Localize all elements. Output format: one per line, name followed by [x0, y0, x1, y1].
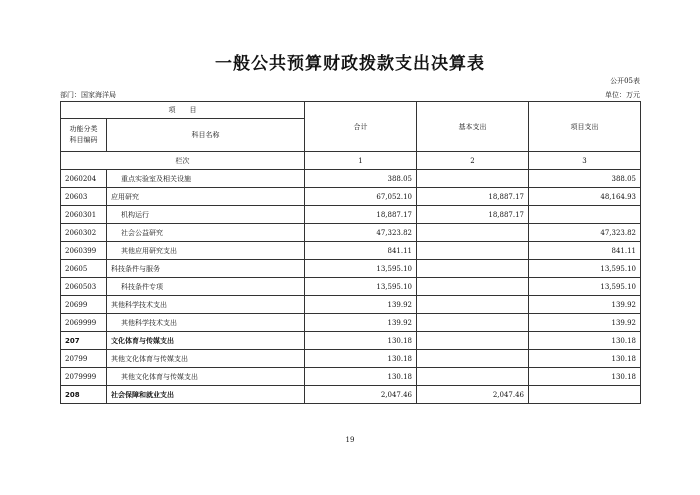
row-total: 130.18 — [305, 350, 417, 368]
row-basic: 18,887.17 — [417, 206, 529, 224]
row-total: 67,052.10 — [305, 188, 417, 206]
table-row — [61, 350, 641, 368]
row-name: 社会保障和就业支出 — [107, 386, 305, 404]
row-basic — [417, 314, 529, 332]
row-name: 其他应用研究支出 — [107, 242, 305, 260]
table-row — [61, 188, 641, 206]
row-basic — [417, 260, 529, 278]
row-project — [529, 386, 641, 404]
header-basic: 基本支出 — [417, 102, 529, 152]
table-row — [61, 296, 641, 314]
unit-label: 单位：万元 — [605, 91, 640, 99]
row-project: 48,164.93 — [529, 188, 641, 206]
row-basic — [417, 224, 529, 242]
header-col-2: 2 — [417, 152, 529, 170]
row-project: 47,323.82 — [529, 224, 641, 242]
row-name: 社会公益研究 — [107, 224, 305, 242]
row-code: 207 — [61, 332, 107, 350]
row-total: 2,047.46 — [305, 386, 417, 404]
row-basic — [417, 368, 529, 386]
header-project: 项目支出 — [529, 102, 641, 152]
row-basic: 18,887.17 — [417, 188, 529, 206]
header-col-3: 3 — [529, 152, 641, 170]
row-project — [529, 206, 641, 224]
row-code: 20603 — [61, 188, 107, 206]
table-row — [61, 332, 641, 350]
row-code: 2079999 — [61, 368, 107, 386]
row-basic — [417, 278, 529, 296]
row-name: 其他文化体育与传媒支出 — [107, 350, 305, 368]
table-row — [61, 278, 641, 296]
row-total: 130.18 — [305, 368, 417, 386]
row-name: 其他科学技术支出 — [107, 314, 305, 332]
row-project: 130.18 — [529, 332, 641, 350]
page-number: 19 — [345, 436, 355, 444]
row-name: 其他科学技术支出 — [107, 296, 305, 314]
form-number: 公开05表 — [610, 77, 640, 85]
table-row — [61, 260, 641, 278]
row-project: 139.92 — [529, 314, 641, 332]
row-code: 2060302 — [61, 224, 107, 242]
row-project: 388.05 — [529, 170, 641, 188]
table-row — [61, 242, 641, 260]
header-func-code-line1: 功能分类 — [69, 125, 98, 133]
row-name: 应用研究 — [107, 188, 305, 206]
row-basic — [417, 242, 529, 260]
row-name: 科技条件与服务 — [107, 260, 305, 278]
row-code: 2060503 — [61, 278, 107, 296]
row-basic — [417, 350, 529, 368]
header-col-1: 1 — [305, 152, 417, 170]
row-project: 13,595.10 — [529, 260, 641, 278]
row-project: 130.18 — [529, 368, 641, 386]
row-code: 2060301 — [61, 206, 107, 224]
row-total: 13,595.10 — [305, 278, 417, 296]
header-subject-name: 科目名称 — [107, 119, 305, 152]
row-project: 841.11 — [529, 242, 641, 260]
row-code: 20799 — [61, 350, 107, 368]
header-func-code — [61, 119, 107, 152]
row-code: 20605 — [61, 260, 107, 278]
row-total: 139.92 — [305, 296, 417, 314]
row-project: 13,595.10 — [529, 278, 641, 296]
page-title: 一般公共预算财政拨款支出决算表 — [215, 54, 485, 74]
department-label: 部门：国家海洋局 — [60, 91, 116, 99]
row-code: 2060204 — [61, 170, 107, 188]
row-total: 13,595.10 — [305, 260, 417, 278]
table-row — [61, 386, 641, 404]
row-code: 208 — [61, 386, 107, 404]
row-basic — [417, 332, 529, 350]
row-total: 130.18 — [305, 332, 417, 350]
row-name: 科技条件专项 — [107, 278, 305, 296]
row-total: 841.11 — [305, 242, 417, 260]
header-item: 项 目 — [61, 102, 305, 119]
row-basic — [417, 296, 529, 314]
row-name: 机构运行 — [107, 206, 305, 224]
row-name: 重点实验室及相关设施 — [107, 170, 305, 188]
row-project: 130.18 — [529, 350, 641, 368]
row-name: 其他文化体育与传媒支出 — [107, 368, 305, 386]
row-basic: 2,047.46 — [417, 386, 529, 404]
row-project: 139.92 — [529, 296, 641, 314]
row-basic — [417, 170, 529, 188]
header-func-code-line2: 科目编码 — [69, 136, 98, 144]
row-name: 文化体育与传媒支出 — [107, 332, 305, 350]
table-row — [61, 314, 641, 332]
row-code: 2060399 — [61, 242, 107, 260]
row-total: 47,323.82 — [305, 224, 417, 242]
table-row — [61, 206, 641, 224]
header-column-label: 栏次 — [61, 152, 305, 170]
row-total: 18,887.17 — [305, 206, 417, 224]
expenditure-table — [60, 101, 641, 404]
row-total: 388.05 — [305, 170, 417, 188]
header-total: 合计 — [305, 102, 417, 152]
row-code: 20699 — [61, 296, 107, 314]
row-total: 139.92 — [305, 314, 417, 332]
table-row — [61, 170, 641, 188]
row-code: 2069999 — [61, 314, 107, 332]
table-row — [61, 368, 641, 386]
table-row — [61, 224, 641, 242]
